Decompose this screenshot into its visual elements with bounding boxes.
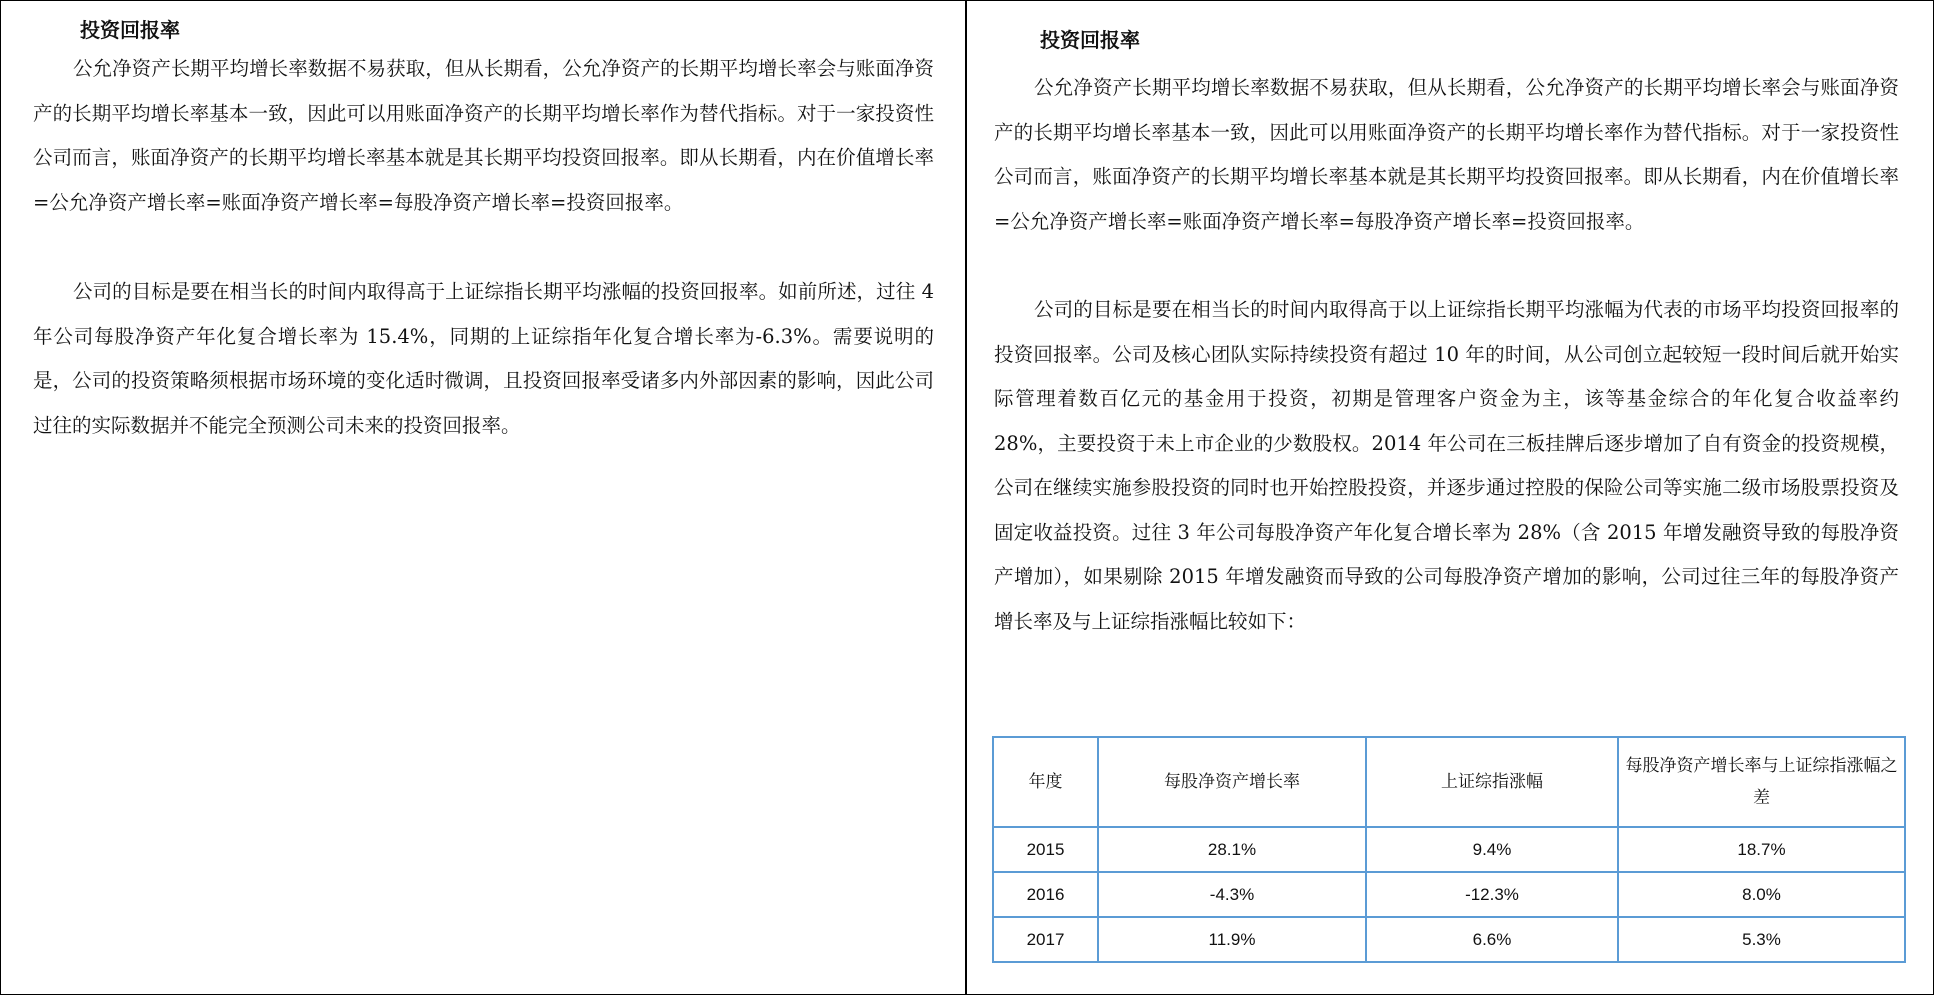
cell-year: 2016 bbox=[993, 872, 1098, 917]
header-nav-growth: 每股净资产增长率 bbox=[1098, 737, 1366, 827]
cell-year: 2015 bbox=[993, 827, 1098, 872]
left-paragraph-1: 公允净资产长期平均增长率数据不易获取，但从长期看，公允净资产的长期平均增长率会与账面净资产的长期平均增长率基本一致，因此可以用账面净资产的长期平均增长率作为替代指标。对于一家投资性公司而言，账面净资产的长期平均增长率基本就是其长期平均投资回报率。即从长期看，内在价值增长率=公允净资产增长率=账面净资产增长率=每股净资产增长率=投资回报率。 bbox=[33, 57, 934, 214]
left-paragraph-2: 公司的目标是要在相当长的时间内取得高于上证综指长期平均涨幅的投资回报率。如前所述，过往 4 年公司每股净资产年化复合增长率为 15.4%，同期的上证综指年化复合增长率为-6.3%。需要说明的是，公司的投资策略须根据市场环境的变化适时微调，且投资回报率受诸多内外部因素的影响，因此公司过往的实际数据并不能完全预测公司未来的投资回报率。 bbox=[33, 280, 934, 437]
panel-divider bbox=[965, 0, 967, 995]
cell-nav-growth: 28.1% bbox=[1098, 827, 1366, 872]
cell-difference: 8.0% bbox=[1618, 872, 1905, 917]
cell-nav-growth: 11.9% bbox=[1098, 917, 1366, 962]
table-row bbox=[993, 827, 1905, 872]
cell-index-change: 9.4% bbox=[1366, 827, 1618, 872]
table-header-row bbox=[993, 737, 1905, 827]
header-year: 年度 bbox=[993, 737, 1098, 827]
cell-difference: 5.3% bbox=[1618, 917, 1905, 962]
right-heading: 投资回报率 bbox=[1040, 28, 1140, 52]
cell-year: 2017 bbox=[993, 917, 1098, 962]
cell-index-change: 6.6% bbox=[1366, 917, 1618, 962]
left-heading: 投资回报率 bbox=[80, 18, 180, 42]
right-paragraph-1: 公允净资产长期平均增长率数据不易获取，但从长期看，公允净资产的长期平均增长率会与账面净资产的长期平均增长率基本一致，因此可以用账面净资产的长期平均增长率作为替代指标。对于一家投资性公司而言，账面净资产的长期平均增长率基本就是其长期平均投资回报率。即从长期看，内在价值增长率=公允净资产增长率=账面净资产增长率=每股净资产增长率=投资回报率。 bbox=[994, 76, 1899, 233]
cell-nav-growth: -4.3% bbox=[1098, 872, 1366, 917]
header-difference: 每股净资产增长率与上证综指涨幅之差 bbox=[1618, 737, 1905, 827]
cell-index-change: -12.3% bbox=[1366, 872, 1618, 917]
table-row bbox=[993, 872, 1905, 917]
comparison-table bbox=[992, 736, 1906, 963]
header-index-change: 上证综指涨幅 bbox=[1366, 737, 1618, 827]
cell-difference: 18.7% bbox=[1618, 827, 1905, 872]
table-row bbox=[993, 917, 1905, 962]
right-paragraph-2: 公司的目标是要在相当长的时间内取得高于以上证综指长期平均涨幅为代表的市场平均投资回报率的投资回报率。公司及核心团队实际持续投资有超过 10 年的时间，从公司创立起较短一段时间后就开始实际管理着数百亿元的基金用于投资，初期是管理客户资金为主，该等基金综合的年化复合收益率约 28%，主要投资于未上市企业的少数股权。2014 年公司在三板挂牌后逐步增加了自有资金的投资规模，公司在继续实施参股投资的同时也开始控股投资，并逐步通过控股的保险公司等实施二级市场股票投资及固定收益投资。过往 3 年公司每股净资产年化复合增长率为 28%（含 2015 年增发融资导致的每股净资产增加），如果剔除 2015 年增发融资而导致的公司每股净资产增加的影响，公司过往三年的每股净资产增长率及与上证综指涨幅比较如下： bbox=[994, 298, 1899, 633]
